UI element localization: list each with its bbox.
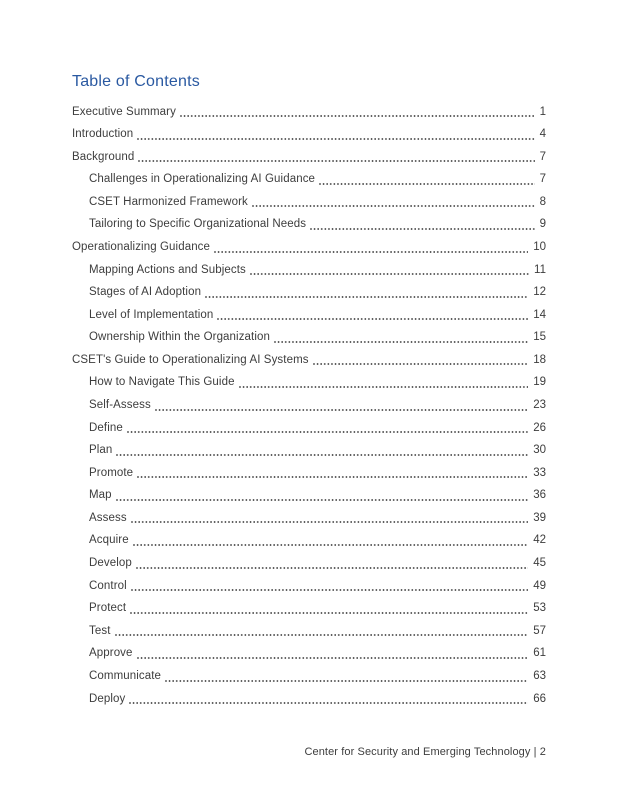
toc-entry[interactable]	[72, 597, 546, 620]
toc-dot-leader	[214, 251, 528, 253]
page-footer: Center for Security and Emerging Technology | 2	[304, 746, 546, 758]
toc-entry[interactable]	[72, 101, 546, 124]
toc-dot-leader	[239, 386, 529, 388]
toc-page-number: 42	[533, 534, 546, 547]
toc-dot-leader	[127, 431, 528, 433]
toc-dot-leader	[129, 702, 528, 704]
toc-entry[interactable]	[72, 394, 546, 417]
toc-entry-label: Approve	[89, 647, 133, 660]
toc-entry[interactable]	[72, 304, 546, 327]
toc-entry[interactable]	[72, 462, 546, 485]
toc-entry-label: Plan	[89, 444, 113, 457]
toc-dot-leader	[116, 499, 529, 501]
toc-dot-leader	[319, 183, 535, 185]
toc-entry[interactable]	[72, 665, 546, 688]
toc-entry-label: Challenges in Operationalizing AI Guidance	[89, 173, 316, 186]
toc-dot-leader	[116, 454, 528, 456]
toc-entry[interactable]	[72, 642, 546, 665]
toc-dot-leader	[131, 521, 529, 523]
toc-entry[interactable]	[72, 349, 546, 372]
toc-entry[interactable]	[72, 688, 546, 711]
toc-page-number: 39	[533, 511, 546, 524]
toc-page-number: 11	[534, 263, 546, 276]
toc-entry-label: Stages of AI Adoption	[89, 286, 202, 299]
toc-dot-leader	[130, 612, 528, 614]
toc-entry-label: Background	[72, 150, 135, 163]
toc-entry-label: Acquire	[89, 534, 129, 547]
toc-entry-label: Mapping Actions and Subjects	[89, 263, 246, 276]
toc-dot-leader	[310, 228, 535, 230]
toc-dot-leader	[115, 634, 529, 636]
toc-dot-leader	[136, 567, 528, 569]
toc-entry[interactable]	[72, 575, 546, 598]
toc-entry-label: Communicate	[89, 669, 162, 682]
toc-entry-label: Control	[89, 579, 127, 592]
toc-dot-leader	[165, 680, 528, 682]
toc-entry[interactable]	[72, 259, 546, 282]
toc-page-number: 7	[539, 150, 546, 163]
toc-entry[interactable]	[72, 371, 546, 394]
toc-entry-label: Protect	[89, 602, 127, 615]
toc-page-number: 4	[539, 128, 546, 141]
toc-page-number: 15	[533, 331, 546, 344]
toc-entry[interactable]	[72, 620, 546, 643]
toc-page-number: 49	[533, 579, 546, 592]
toc-entry-label: Map	[89, 489, 112, 502]
toc-dot-leader	[205, 296, 528, 298]
toc-entry[interactable]	[72, 326, 546, 349]
toc-entry[interactable]	[72, 168, 546, 191]
toc-page-number: 36	[533, 489, 546, 502]
toc-entry[interactable]	[72, 236, 546, 259]
toc-page-number: 14	[533, 308, 546, 321]
toc-entry-label: Level of Implementation	[89, 308, 214, 321]
toc-dot-leader	[137, 138, 534, 140]
toc-page-number: 7	[539, 173, 546, 186]
toc-entry[interactable]	[72, 552, 546, 575]
toc-entry-label: Develop	[89, 557, 132, 570]
toc-entry-label: Tailoring to Specific Organizational Needs	[89, 218, 307, 231]
toc-page-number: 23	[533, 399, 546, 412]
toc-entry-label: Operationalizing Guidance	[72, 240, 211, 253]
toc-entry[interactable]	[72, 281, 546, 304]
toc-page-number: 33	[533, 466, 546, 479]
toc-dot-leader	[133, 544, 529, 546]
toc-entry-label: Deploy	[89, 692, 126, 705]
toc-entry-label: How to Navigate This Guide	[89, 376, 235, 389]
toc-dot-leader	[155, 409, 528, 411]
toc-entry[interactable]	[72, 529, 546, 552]
toc-dot-leader	[137, 657, 529, 659]
toc-page-number: 10	[533, 240, 546, 253]
toc-page-number: 8	[539, 195, 546, 208]
toc-page-number: 9	[539, 218, 546, 231]
toc-dot-leader	[274, 341, 528, 343]
toc-entry-label: CSET's Guide to Operationalizing AI Systems	[72, 353, 309, 366]
toc-page-number: 53	[533, 602, 546, 615]
toc-dot-leader	[180, 115, 535, 117]
toc-page-number: 26	[533, 421, 546, 434]
toc-page-number: 18	[533, 353, 546, 366]
toc-entry[interactable]	[72, 507, 546, 530]
toc-entry-label: Introduction	[72, 128, 134, 141]
toc-entry[interactable]	[72, 484, 546, 507]
toc-dot-leader	[137, 476, 528, 478]
toc-dot-leader	[131, 589, 528, 591]
toc-page-number: 45	[533, 557, 546, 570]
table-of-contents	[72, 101, 546, 711]
toc-page-number: 1	[539, 105, 546, 118]
toc-page-number: 19	[533, 376, 546, 389]
toc-entry-label: Promote	[89, 466, 134, 479]
toc-entry-label: Test	[89, 624, 111, 637]
toc-page-number: 63	[533, 669, 546, 682]
toc-page-number: 30	[533, 444, 546, 457]
toc-entry-label: Ownership Within the Organization	[89, 331, 270, 344]
toc-page-number: 61	[533, 647, 546, 660]
toc-dot-leader	[252, 205, 535, 207]
toc-entry[interactable]	[72, 417, 546, 440]
toc-dot-leader	[313, 363, 529, 365]
page-title: Table of Contents	[72, 73, 200, 90]
toc-dot-leader	[250, 273, 529, 275]
toc-entry-label: Define	[89, 421, 123, 434]
toc-page-number: 12	[533, 286, 546, 299]
toc-entry-label: Executive Summary	[72, 105, 176, 118]
toc-entry-label: Self-Assess	[89, 399, 151, 412]
toc-entry[interactable]	[72, 191, 546, 214]
toc-dot-leader	[138, 160, 534, 162]
toc-entry[interactable]	[72, 146, 546, 169]
toc-entry-label: Assess	[89, 511, 127, 524]
toc-entry[interactable]	[72, 123, 546, 146]
toc-page-number: 57	[533, 624, 546, 637]
toc-page-number: 66	[533, 692, 546, 705]
toc-entry[interactable]	[72, 213, 546, 236]
toc-dot-leader	[217, 318, 528, 320]
toc-entry[interactable]	[72, 439, 546, 462]
toc-entry-label: CSET Harmonized Framework	[89, 195, 248, 208]
